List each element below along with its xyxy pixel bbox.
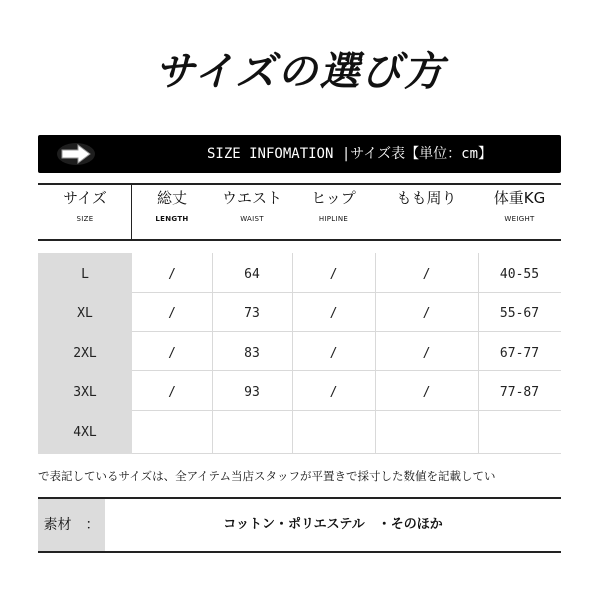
header-waist-label: ウエスト bbox=[221, 189, 282, 207]
length-cell: / bbox=[168, 267, 176, 282]
header-bottom-rule bbox=[38, 239, 561, 241]
hip-cell: / bbox=[329, 267, 338, 282]
size-info-banner bbox=[38, 135, 561, 173]
page-title: サイズの選び方 bbox=[154, 48, 446, 95]
thigh-cell: / bbox=[422, 306, 431, 321]
hip-cell: / bbox=[329, 385, 338, 400]
header-hip-label: ヒップ bbox=[311, 189, 356, 207]
waist-cell: 83 bbox=[244, 346, 260, 361]
header-thigh bbox=[375, 188, 478, 214]
waist-cell bbox=[212, 413, 292, 452]
thigh-cell: / bbox=[422, 267, 431, 282]
thigh-cell: / bbox=[422, 346, 431, 361]
header-weight-sub: WEIGHT bbox=[504, 215, 535, 223]
length-cell: / bbox=[168, 346, 176, 361]
header-size-label: サイズ bbox=[63, 189, 107, 207]
weight-cell: 77-87 bbox=[499, 385, 540, 400]
measurement-note: で表記しているサイズは、全アイテム当店スタッフが平置きで採寸した数値を記載してい bbox=[38, 469, 496, 483]
material-label: 素材 ： bbox=[38, 499, 105, 551]
size-cell: L bbox=[81, 267, 89, 282]
header-thigh-label: もも周り bbox=[396, 189, 457, 207]
header-size bbox=[38, 188, 132, 224]
header-length-sub: LENGTH bbox=[155, 215, 189, 223]
size-cell: 2XL bbox=[73, 346, 97, 361]
material-value: コットン・ポリエステル ・そのほか bbox=[223, 517, 443, 532]
material-bottom-rule bbox=[38, 551, 561, 553]
header-length-label: 総丈 bbox=[156, 189, 187, 207]
header-top-rule bbox=[38, 183, 561, 185]
length-cell: / bbox=[168, 385, 176, 400]
banner-text: SIZE INFOMATION |サイズ表【単位：cm】 bbox=[206, 146, 493, 162]
length-cell bbox=[132, 413, 212, 452]
waist-cell: 64 bbox=[244, 267, 260, 282]
header-hip bbox=[292, 188, 375, 224]
weight-cell bbox=[478, 413, 561, 452]
waist-cell: 73 bbox=[244, 306, 260, 321]
thigh-cell bbox=[375, 413, 478, 452]
hip-cell: / bbox=[329, 306, 338, 321]
row-divider bbox=[132, 453, 561, 454]
waist-cell: 93 bbox=[244, 385, 260, 400]
weight-cell: 55-67 bbox=[499, 306, 540, 321]
header-waist bbox=[212, 188, 292, 224]
header-weight-label: 体重KG bbox=[493, 189, 546, 207]
size-cell: XL bbox=[77, 306, 93, 321]
header-size-sub: SIZE bbox=[76, 215, 94, 223]
header-length bbox=[132, 188, 212, 224]
weight-cell: 40-55 bbox=[499, 267, 540, 282]
header-weight bbox=[478, 188, 561, 224]
thigh-cell: / bbox=[422, 385, 431, 400]
hip-cell bbox=[292, 413, 375, 452]
weight-cell: 67-77 bbox=[499, 346, 540, 361]
size-cell: 4XL bbox=[73, 425, 97, 440]
arrow-right-icon bbox=[56, 142, 100, 166]
size-cell: 3XL bbox=[73, 385, 97, 400]
header-hip-sub: HIPLINE bbox=[318, 215, 349, 223]
hip-cell: / bbox=[329, 346, 338, 361]
header-waist-sub: WAIST bbox=[240, 215, 264, 223]
length-cell: / bbox=[168, 306, 176, 321]
